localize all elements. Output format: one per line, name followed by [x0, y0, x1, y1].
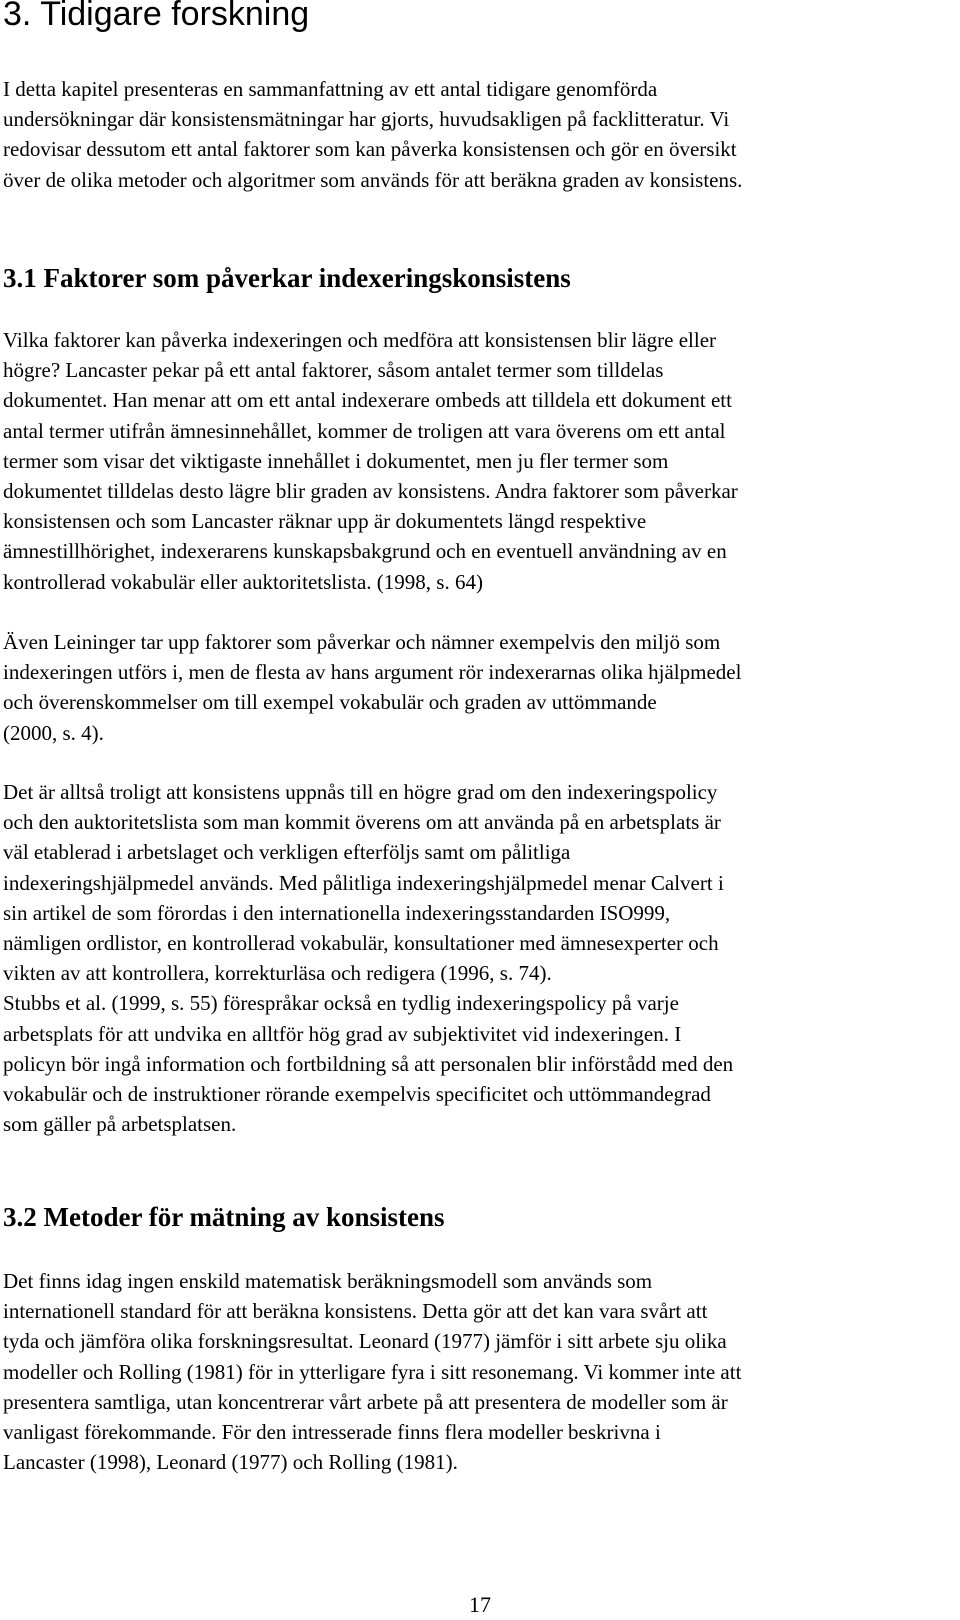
- text-line: Lancaster (1998), Leonard (1977) och Rolling (1981).: [3, 1450, 458, 1475]
- text-line: tyda och jämföra olika forskningsresultat. Leonard (1977) jämför i sitt arbete sju olika: [3, 1329, 727, 1354]
- intro-paragraph: [3, 74, 742, 195]
- chapter-title: 3. Tidigare forskning: [3, 0, 310, 33]
- text-line: över de olika metoder och algoritmer som används för att beräkna graden av konsistens.: [3, 167, 743, 192]
- text-line: och den auktoritetslista som man kommit överens om att använda på en arbetsplats är: [3, 810, 721, 835]
- text-line: policyn bör ingå information och fortbildning så att personalen blir införstådd med den: [3, 1051, 734, 1076]
- text-line: som gäller på arbetsplatsen.: [3, 1112, 237, 1137]
- text-line: dokumentet. Han menar att om ett antal indexerare ombeds att tilldela ett dokument ett: [3, 388, 732, 413]
- text-line: Det finns idag ingen enskild matematisk beräkningsmodell som används som: [3, 1269, 653, 1293]
- section-heading-3-2: 3.2 Metoder för mätning av konsistens: [3, 1202, 445, 1232]
- text-line: ämnestillhörighet, indexerarens kunskapsbakgrund och en eventuell användning av en: [3, 539, 727, 564]
- page-number: 17: [469, 1592, 491, 1617]
- text-line: vokabulär och de instruktioner rörande exempelvis specificitet och uttömmandegrad: [3, 1082, 711, 1107]
- text-line: Vilka faktorer kan påverka indexeringen och medföra att konsistensen blir lägre eller: [3, 328, 717, 352]
- text-line: antal termer utifrån ämnesinnehållet, kommer de troligen att vara överens om ett antal: [3, 418, 726, 443]
- text-line: dokumentet tilldelas desto lägre blir graden av konsistens. Andra faktorer som påverkar: [3, 479, 738, 504]
- text-line: (2000, s. 4).: [3, 720, 104, 745]
- text-line: redovisar dessutom ett antal faktorer som kan påverka konsistensen och gör en översikt: [3, 137, 737, 162]
- paragraph-factors: [3, 325, 738, 597]
- text-line: och överenskommelser om till exempel vokabulär och graden av uttömmande: [3, 690, 657, 715]
- text-line: undersökningar där konsistensmätningar har gjorts, huvudsakligen på facklitteratur. Vi: [3, 107, 730, 132]
- text-line: internationell standard för att beräkna konsistens. Detta gör att det kan vara svårt att: [3, 1299, 708, 1324]
- section-heading-3-1: 3.1 Faktorer som påverkar indexeringskonsistens: [3, 263, 571, 293]
- text-line: indexeringshjälpmedel används. Med pålitliga indexeringshjälpmedel menar Calvert i: [3, 870, 724, 895]
- paragraph-methods: [3, 1266, 741, 1477]
- text-line: indexeringen utförs i, men de flesta av hans argument rör indexerarnas olika hjälpmedel: [3, 660, 742, 685]
- text-line: arbetsplats för att undvika en alltför hög grad av subjektivitet vid indexeringen. I: [3, 1021, 682, 1046]
- text-line: sin artikel de som förordas i den internationella indexeringsstandarden ISO999,: [3, 900, 671, 925]
- text-line: I detta kapitel presenteras en sammanfattning av ett antal tidigare genomförda: [3, 77, 658, 101]
- text-line: Det är alltså troligt att konsistens uppnås till en högre grad om den indexeringspolicy: [3, 780, 718, 804]
- text-line: termer som visar det viktigaste innehållet i dokumentet, men ju fler termer som: [3, 448, 669, 473]
- text-line: presentera samtliga, utan koncentrerar vårt arbete på att presentera de modeller som är: [3, 1389, 728, 1414]
- paragraph-policy: [3, 777, 733, 1139]
- text-line: Stubbs et al. (1999, s. 55) förespråkar också en tydlig indexeringspolicy på varje: [3, 991, 679, 1016]
- text-line: väl etablerad i arbetslaget och verkligen efterföljs samt om pålitliga: [3, 840, 571, 865]
- text-line: modeller och Rolling (1981) för in ytterligare fyra i sitt resonemang. Vi kommer inte att: [3, 1359, 742, 1384]
- text-line: nämligen ordlistor, en kontrollerad vokabulär, konsultationer med ämnesexperter och: [3, 931, 719, 956]
- paragraph-leininger: [3, 627, 741, 748]
- text-line: kontrollerad vokabulär eller auktoritetslista. (1998, s. 64): [3, 569, 483, 594]
- text-line: vikten av att kontrollera, korrekturläsa och redigera (1996, s. 74).: [3, 961, 552, 986]
- text-line: Även Leininger tar upp faktorer som påverkar och nämner exempelvis den miljö som: [3, 630, 721, 654]
- text-line: högre? Lancaster pekar på ett antal faktorer, såsom antalet termer som tilldelas: [3, 358, 664, 383]
- text-line: vanligast förekommande. För den intresserade finns flera modeller beskrivna i: [3, 1420, 661, 1445]
- text-line: konsistensen och som Lancaster räknar upp är dokumentets längd respektive: [3, 509, 647, 534]
